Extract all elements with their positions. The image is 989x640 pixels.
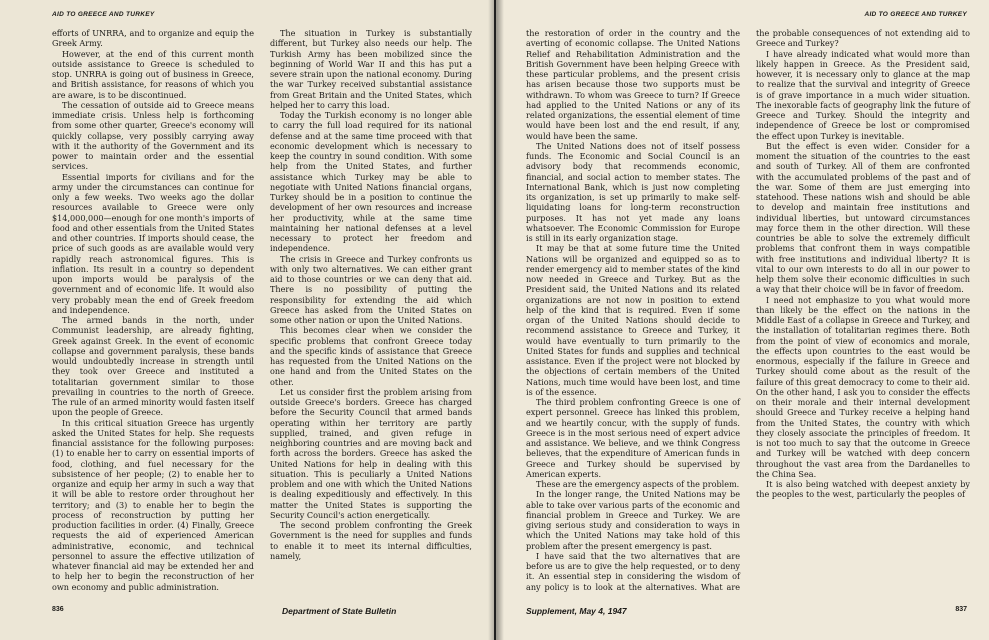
- paragraph: In the longer range, the United Nations may be able to take over various parts of the economic and financial problem in Greece and Turkey. We are giving serious study and consideration to ways in which the United Nations may take hold of this problem after the present emergency is past.: [526, 489, 740, 551]
- paragraph: Today the Turkish economy is no longer able to carry the full load required for its national defense and at the same time proceed with that economic development which is necessary to keep the country in sound condition. With some help from the United States, and further assistance which Turkey may be able to negotiate with United Nations financial organs, Turkey should be in a position to continue the development of her own resources and increase her productivity, while at the same time maintaining her national defenses at a level necessary to protect her freedom and independence.: [270, 110, 472, 254]
- paragraph: In this critical situation Greece has urgently asked the United States for help. She requests financial assistance for the following purposes: (1) to enable her to carry on essential imports of food, clothing, and fuel necessary for the subsistence of her people; (2) to enable her to organize and equip her army in such a way that it will be able to restore order throughout her territory; and (3) to enable her to begin the process of reconstruction by putting her production facilities in order. (4) Finally, Greece requests the aid of experienced American administrative, economic, and technical personnel to assure the effective utilization of whatever financial aid may be extended her and to help her to begin the reconstruction of her own economy and public administration.: [52, 417, 254, 592]
- left-page-text: [52, 28, 472, 596]
- paragraph: I have said that the two alternatives that are before us are to give the help requested, or to deny it. An essential step in considering the wisdom of any policy is to look at the alternatives. What are the probable consequences of not extending aid to Greece and Turkey?: [526, 28, 970, 592]
- right-running-head: AID TO GREECE AND TURKEY: [864, 11, 967, 18]
- paragraph: The third problem confronting Greece is one of expert personnel. Greece has linked this problem, and we heartily concur, with the supply of funds. Greece is in the most serious need of expert advice and assistance. We believe, and we think Congress believes, that the expenditure of American funds in Greece and Turkey should be supervised by American experts.: [526, 397, 740, 479]
- right-page-text: [526, 28, 970, 596]
- paragraph: However, at the end of this current month outside assistance to Greece is scheduled to stop. UNRRA is going out of business in Greece, and British assistance, for reasons of which you are aware, is to be discontinued.: [52, 48, 254, 100]
- paragraph: This becomes clear when we consider the specific problems that confront Greece today and the specific kinds of assistance that Greece has requested from the United Nations on the one hand and from the United States on the other.: [270, 325, 472, 387]
- paragraph: efforts of UNRRA, and to organize and equip the Greek Army.: [52, 28, 254, 49]
- paragraph: The armed bands in the north, under Communist leadership, are already fighting, Greek against Greek. In the event of economic collapse and government paralysis, these bands would undoubtedly increase in strength until they took over Greece and instituted a totalitarian government similar to those prevailing in countries to the north of Greece. The rule of an armed minority would fasten itself upon the people of Greece.: [52, 315, 254, 418]
- paragraph: I have already indicated what would more than likely happen in Greece. As the President said, however, it is necessary only to glance at the map to realize that the survival and integrity of Greece is of grave importance in a much wider situation. The inexorable facts of geography link the future of Greece and Turkey. Should the integrity and independence of Greece be lost or compromised the effect upon Turkey is inevitable.: [756, 48, 970, 141]
- right-page-number: 837: [955, 606, 967, 613]
- paragraph: the restoration of order in the country and the averting of economic collapse. The United Nations Relief and Rehabilitation Administration and the British Government have been helping Greece with these particular problems, and the present crisis has arisen because those two supports must be withdrawn. To whom was Greece to turn? If Greece had applied to the United Nations or any of its related organizations, the essential element of time would have been lost and the end result, if any, would have been the same.: [526, 28, 740, 141]
- paragraph: Let us consider first the problem arising from outside Greece's borders. Greece has charged before the Security Council that armed bands operating within her territory are partly supplied, trained, and given refuge in neighboring countries and are moving back and forth across the borders. Greece has asked the United Nations for help in dealing with this situation. This is peculiarly a United Nations problem and one with which the United Nations is dealing expeditiously and effectively. In this matter the United States is supporting the Security Council's action energetically.: [270, 386, 472, 520]
- paragraph: The cessation of outside aid to Greece means immediate crisis. Unless help is forthcoming from some other quarter, Greece's economy will quickly collapse, very possibly carrying away with it the authority of the Government and its power to maintain order and the essential services.: [52, 99, 254, 172]
- left-page-number: 836: [52, 606, 64, 613]
- paragraph: The crisis in Greece and Turkey confronts us with only two alternatives. We can either grant aid to those countries or we can deny that aid. There is no possibility of putting the responsibility for extending the aid which Greece has asked from the United States on some other nation or upon the United Nations.: [270, 253, 472, 325]
- left-running-head: AID TO GREECE AND TURKEY: [52, 11, 155, 18]
- paragraph: It is also being watched with deepest anxiety by the peoples to the west, particularly the peoples of: [756, 479, 970, 500]
- paragraph: The United Nations does not of itself possess funds. The Economic and Social Council is an advisory body that recommends economic, financial, and social action to member states. The International Bank, which is just now completing its organization, is set up primarily to make self-liquidating loans for long-term reconstruction purposes. It has not yet made any loans whatsoever. The Economic Commission for Europe is still in its early organization stage.: [526, 140, 740, 243]
- paragraph: These are the emergency aspects of the problem.: [536, 479, 740, 489]
- paragraph: But the effect is even wider. Consider for a moment the situation of the countries to the east and south of Turkey. All of them are confronted with the accumulated problems of the past and of the war. Some of them are just emerging into statehood. These nations wish and should be able to develop and maintain free institutions and individual liberties, but untoward circumstances may force them in the other direction. Will these countries be able to solve the extremely difficult problems that confront them in ways compatible with free institutions and individual liberty? It is vital to our own interests to do all in our power to help them solve their economic difficulties in such a way that their choice will be in favor of freedom.: [756, 140, 970, 295]
- paragraph: The second problem confronting the Greek Government is the need for supplies and funds to enable it to meet its internal difficulties, namely,: [270, 520, 472, 561]
- paragraph: The situation in Turkey is substantially different, but Turkey also needs our help. The Turkish Army has been mobilized since the beginning of World War II and this has put a severe strain upon the national economy. During the war Turkey received substantial assistance from Great Britain and the United States, which helped her to carry this load.: [270, 28, 472, 110]
- left-page: [0, 0, 494, 640]
- right-footer-title: Supplement, May 4, 1947: [526, 606, 627, 616]
- paragraph: I need not emphasize to you what would more than likely be the effect on the nations in the Middle East of a collapse in Greece and Turkey, and the installation of totalitarian regimes there. Both from the point of view of economics and morale, the effects upon countries to the east would be enormous, especially if the failure in Greece and Turkey should come about as the result of the failure of this great democracy to come to their aid. On the other hand, I ask you to consider the effects on their morale and their internal development should Greece and Turkey receive a helping hand from the United States, the country with which they closely associate the principles of freedom. It is not too much to say that the outcome in Greece and Turkey will be watched with deep concern throughout the vast area from the Dardanelles to the China Sea.: [756, 294, 970, 479]
- right-page: [496, 0, 989, 640]
- book-gutter: [488, 0, 504, 640]
- paragraph: Essential imports for civilians and for the army under the circumstances can continue for only a few weeks. Two weeks ago the dollar resources available to Greece were only $14,000,000—enough for one month's imports of food and other essentials from the United States and other countries. If imports should cease, the price of such goods as are available would very rapidly reach astronomical figures. This is inflation. Its result in a country so dependent upon imports would be paralysis of the government and of economic life. It would also very probably mean the end of Greek freedom and independence.: [52, 171, 254, 315]
- paragraph: It may be that at some future time the United Nations will be organized and equipped so as to render emergency aid to member states of the kind now needed in Greece and Turkey. But as the President said, the United Nations and its related organizations are not now in position to extend help of the kind that is required. Even if some organ of the United Nations should decide to recommend assistance to Greece and Turkey, it would have eventually to turn primarily to the United States for funds and supplies and technical assistance. Even if the project were not blocked by the objections of certain members of the United Nations, much time would have been lost, and time is of the essence.: [526, 243, 740, 397]
- left-footer-title: Department of State Bulletin: [282, 606, 397, 616]
